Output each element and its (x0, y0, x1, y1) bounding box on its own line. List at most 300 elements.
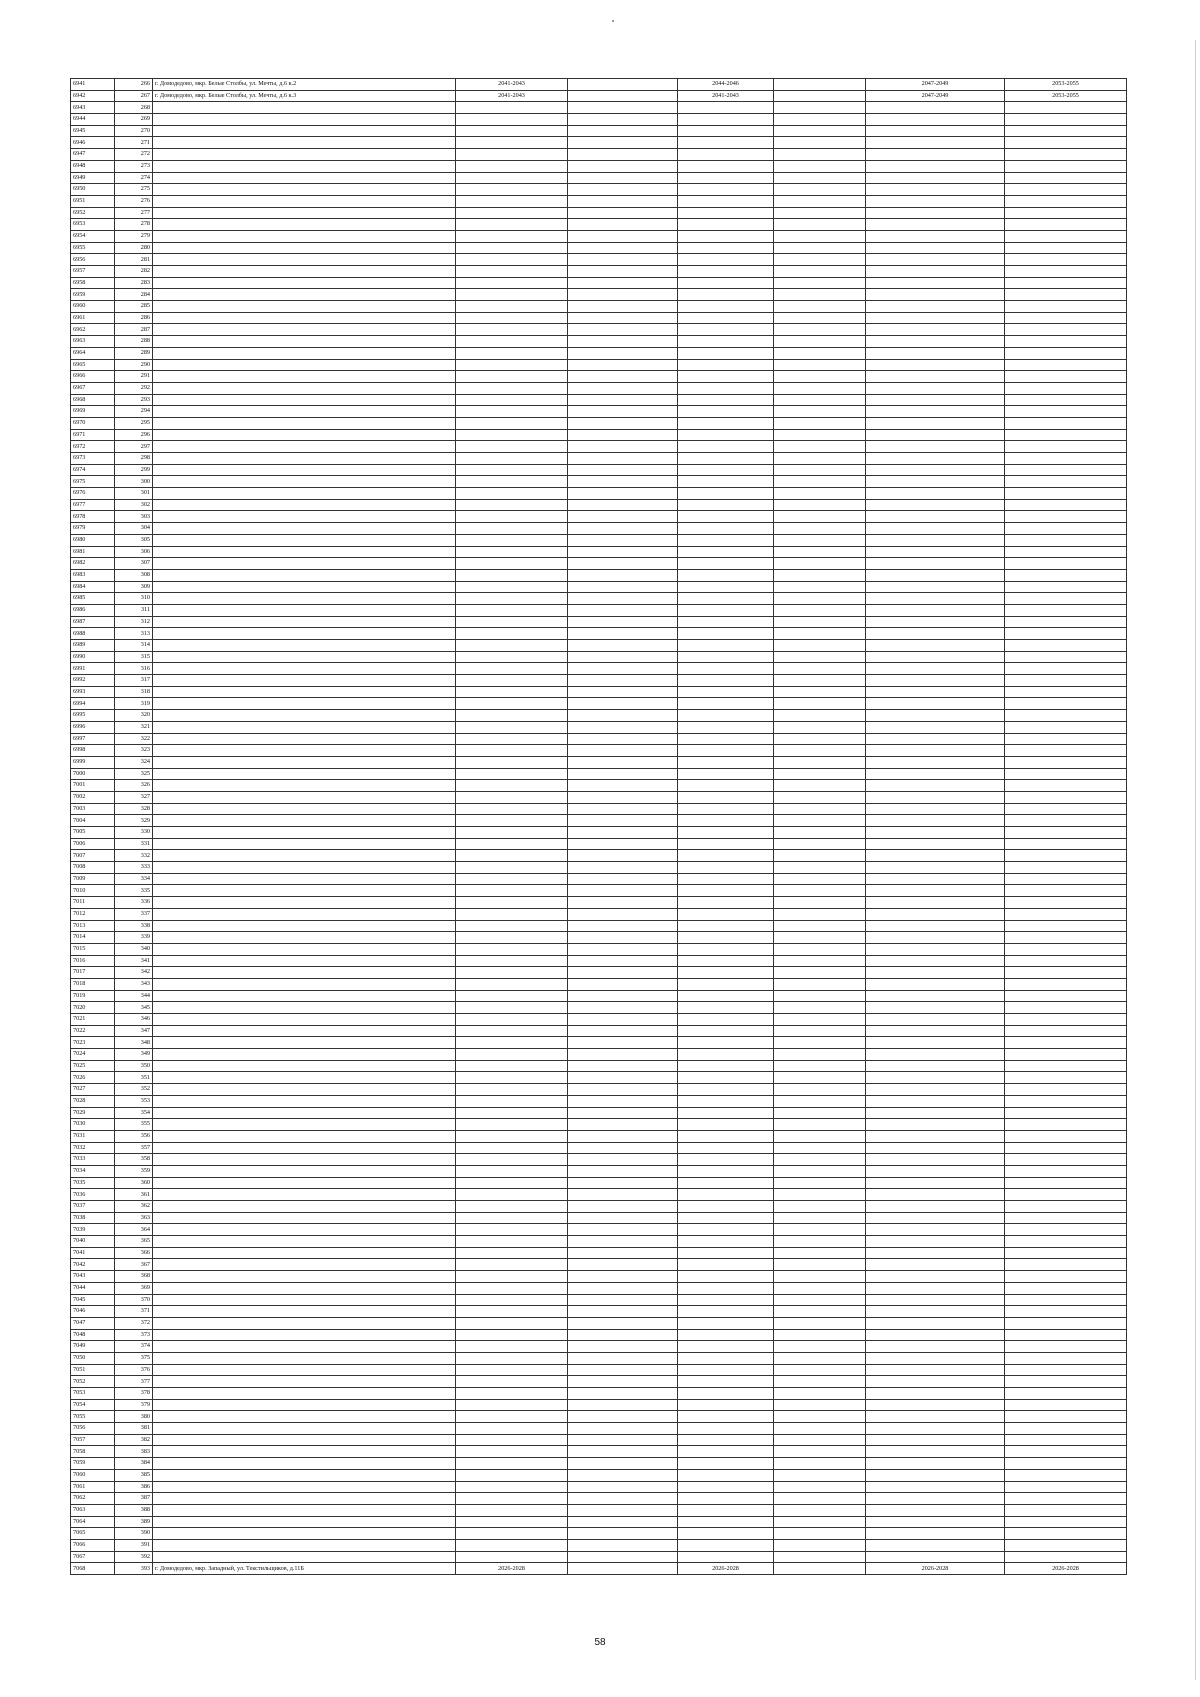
year-range-cell (456, 219, 568, 231)
year-range-cell (456, 745, 568, 757)
year-range-cell (774, 1423, 866, 1435)
table-row (71, 1201, 1127, 1213)
year-range-cell (866, 640, 1005, 652)
row-number-cell: 368 (115, 1271, 153, 1283)
year-range-cell (456, 990, 568, 1002)
year-range-cell (456, 1458, 568, 1470)
table-row (71, 406, 1127, 418)
year-range-cell (1005, 1329, 1127, 1341)
year-range-cell (1005, 219, 1127, 231)
table-row (71, 219, 1127, 231)
year-range-cell (456, 686, 568, 698)
scan-edge-line (1195, 40, 1196, 1680)
year-range-cell (456, 698, 568, 710)
year-range-cell (1005, 230, 1127, 242)
year-range-cell (866, 1154, 1005, 1166)
year-range-cell (866, 417, 1005, 429)
row-number-cell: 316 (115, 663, 153, 675)
table-row (71, 149, 1127, 161)
table-row (71, 1434, 1127, 1446)
year-range-cell (866, 1224, 1005, 1236)
year-range-cell (568, 1469, 678, 1481)
year-range-cell (456, 184, 568, 196)
year-range-cell (1005, 1551, 1127, 1563)
row-id-cell: 7019 (71, 990, 115, 1002)
year-range-cell (678, 1025, 774, 1037)
row-number-cell: 341 (115, 955, 153, 967)
row-id-cell: 6974 (71, 464, 115, 476)
address-cell (153, 733, 456, 745)
table-row (71, 230, 1127, 242)
year-range-cell (866, 277, 1005, 289)
year-range-cell (568, 791, 678, 803)
year-range-cell (1005, 1481, 1127, 1493)
year-range-cell (568, 581, 678, 593)
year-range-cell (866, 1481, 1005, 1493)
table-row (71, 371, 1127, 383)
address-cell (153, 1119, 456, 1131)
table-row (71, 1037, 1127, 1049)
year-range-cell (866, 499, 1005, 511)
year-range-cell (568, 499, 678, 511)
address-cell (153, 1282, 456, 1294)
year-range-cell (678, 733, 774, 745)
row-id-cell: 6942 (71, 90, 115, 102)
year-range-cell (774, 137, 866, 149)
address-cell (153, 1037, 456, 1049)
year-range-cell (866, 546, 1005, 558)
row-id-cell: 7036 (71, 1189, 115, 1201)
year-range-cell (866, 137, 1005, 149)
table-row (71, 745, 1127, 757)
year-range-cell (774, 628, 866, 640)
year-range-cell (774, 1236, 866, 1248)
row-id-cell: 6955 (71, 242, 115, 254)
address-cell (153, 453, 456, 465)
year-range-cell (678, 312, 774, 324)
year-range-cell (568, 464, 678, 476)
year-range-cell (678, 324, 774, 336)
row-id-cell: 6996 (71, 721, 115, 733)
year-range-cell (774, 604, 866, 616)
year-range-cell (774, 1259, 866, 1271)
table-row (71, 312, 1127, 324)
year-range-cell (568, 850, 678, 862)
year-range-cell (774, 885, 866, 897)
table-body (71, 79, 1127, 1575)
year-range-cell (456, 862, 568, 874)
year-range-cell (456, 1481, 568, 1493)
year-range-cell (866, 382, 1005, 394)
year-range-cell (456, 230, 568, 242)
year-range-cell (1005, 242, 1127, 254)
year-range-cell (456, 476, 568, 488)
year-range-cell (678, 301, 774, 313)
row-number-cell: 382 (115, 1434, 153, 1446)
year-range-cell (568, 780, 678, 792)
row-id-cell: 7009 (71, 873, 115, 885)
year-range-cell (678, 815, 774, 827)
year-range-cell (456, 312, 568, 324)
year-range-cell (456, 604, 568, 616)
row-id-cell: 6960 (71, 301, 115, 313)
year-range-cell (866, 195, 1005, 207)
year-range-cell (866, 1364, 1005, 1376)
year-range-cell (568, 873, 678, 885)
table-row (71, 885, 1127, 897)
year-range-cell (568, 593, 678, 605)
year-range-cell (678, 160, 774, 172)
year-range-cell (1005, 172, 1127, 184)
row-id-cell: 7039 (71, 1224, 115, 1236)
row-id-cell: 6982 (71, 558, 115, 570)
year-range-cell (456, 1154, 568, 1166)
year-range-cell (774, 1563, 866, 1575)
year-range-cell (678, 172, 774, 184)
year-range-cell (866, 897, 1005, 909)
year-range-cell (1005, 1119, 1127, 1131)
year-range-cell (568, 815, 678, 827)
row-number-cell: 364 (115, 1224, 153, 1236)
row-number-cell: 310 (115, 593, 153, 605)
year-range-cell (678, 908, 774, 920)
year-range-cell (774, 476, 866, 488)
year-range-cell (866, 1306, 1005, 1318)
row-number-cell: 304 (115, 523, 153, 535)
year-range-cell (678, 1212, 774, 1224)
year-range-cell (568, 1329, 678, 1341)
year-range-cell (866, 1271, 1005, 1283)
year-range-cell (456, 640, 568, 652)
year-range-cell: 2041-2043 (678, 90, 774, 102)
row-number-cell: 333 (115, 862, 153, 874)
row-id-cell: 7040 (71, 1236, 115, 1248)
row-id-cell: 7066 (71, 1539, 115, 1551)
year-range-cell (774, 1025, 866, 1037)
year-range-cell (866, 1119, 1005, 1131)
table-row (71, 978, 1127, 990)
year-range-cell (774, 149, 866, 161)
address-cell (153, 137, 456, 149)
year-range-cell (774, 1306, 866, 1318)
address-cell (153, 1481, 456, 1493)
table-row (71, 1528, 1127, 1540)
row-number-cell: 285 (115, 301, 153, 313)
row-number-cell: 392 (115, 1551, 153, 1563)
year-range-cell (456, 324, 568, 336)
row-number-cell: 266 (115, 79, 153, 91)
year-range-cell (678, 359, 774, 371)
row-id-cell: 6975 (71, 476, 115, 488)
table-row (71, 710, 1127, 722)
address-cell (153, 1446, 456, 1458)
year-range-cell (774, 336, 866, 348)
year-range-cell (456, 1528, 568, 1540)
year-range-cell (774, 371, 866, 383)
year-range-cell (866, 242, 1005, 254)
year-range-cell (678, 277, 774, 289)
row-number-cell: 275 (115, 184, 153, 196)
address-cell (153, 242, 456, 254)
address-cell (153, 1212, 456, 1224)
row-id-cell: 6990 (71, 651, 115, 663)
row-number-cell: 273 (115, 160, 153, 172)
year-range-cell (678, 347, 774, 359)
year-range-cell (866, 359, 1005, 371)
year-range-cell (774, 1130, 866, 1142)
year-range-cell (568, 1434, 678, 1446)
address-cell (153, 301, 456, 313)
year-range-cell (456, 254, 568, 266)
year-range-cell (678, 534, 774, 546)
row-number-cell: 305 (115, 534, 153, 546)
row-number-cell: 322 (115, 733, 153, 745)
year-range-cell (774, 1224, 866, 1236)
year-range-cell (866, 838, 1005, 850)
year-range-cell (774, 955, 866, 967)
address-cell (153, 1388, 456, 1400)
year-range-cell (774, 1399, 866, 1411)
year-range-cell (1005, 1364, 1127, 1376)
row-number-cell: 388 (115, 1504, 153, 1516)
year-range-cell (774, 827, 866, 839)
year-range-cell (456, 172, 568, 184)
table-row (71, 453, 1127, 465)
year-range-cell (1005, 558, 1127, 570)
year-range-cell (774, 1177, 866, 1189)
year-range-cell (1005, 955, 1127, 967)
row-number-cell: 300 (115, 476, 153, 488)
address-cell (153, 686, 456, 698)
table-row (71, 1539, 1127, 1551)
row-number-cell: 270 (115, 125, 153, 137)
year-range-cell (456, 1469, 568, 1481)
year-range-cell (456, 581, 568, 593)
year-range-cell (568, 1376, 678, 1388)
year-range-cell (456, 195, 568, 207)
year-range-cell (678, 850, 774, 862)
year-range-cell (568, 1049, 678, 1061)
row-id-cell: 7005 (71, 827, 115, 839)
address-cell (153, 160, 456, 172)
year-range-cell (1005, 1294, 1127, 1306)
year-range-cell (1005, 791, 1127, 803)
year-range-cell (568, 406, 678, 418)
year-range-cell (866, 569, 1005, 581)
table-row (71, 394, 1127, 406)
table-row (71, 289, 1127, 301)
page-number: 58 (594, 1637, 606, 1648)
address-cell (153, 1014, 456, 1026)
address-cell (153, 1154, 456, 1166)
year-range-cell (678, 1037, 774, 1049)
row-number-cell: 346 (115, 1014, 153, 1026)
year-range-cell (568, 768, 678, 780)
year-range-cell (678, 1201, 774, 1213)
year-range-cell (568, 359, 678, 371)
year-range-cell (774, 195, 866, 207)
row-number-cell: 360 (115, 1177, 153, 1189)
year-range-cell (678, 1551, 774, 1563)
row-id-cell: 6966 (71, 371, 115, 383)
year-range-cell (866, 756, 1005, 768)
address-cell (153, 990, 456, 1002)
year-range-cell (1005, 195, 1127, 207)
year-range-cell (866, 1025, 1005, 1037)
year-range-cell (678, 1388, 774, 1400)
address-cell (153, 394, 456, 406)
year-range-cell (678, 546, 774, 558)
address-cell (153, 114, 456, 126)
year-range-cell (1005, 978, 1127, 990)
year-range-cell (866, 721, 1005, 733)
address-cell (153, 406, 456, 418)
table-row (71, 1411, 1127, 1423)
year-range-cell (1005, 406, 1127, 418)
year-range-cell (456, 920, 568, 932)
year-range-cell (568, 1247, 678, 1259)
year-range-cell (568, 628, 678, 640)
address-cell (153, 1539, 456, 1551)
year-range-cell (1005, 324, 1127, 336)
year-range-cell (568, 1563, 678, 1575)
table-row (71, 628, 1127, 640)
row-id-cell: 6963 (71, 336, 115, 348)
row-number-cell: 276 (115, 195, 153, 207)
year-range-cell (774, 1528, 866, 1540)
year-range-cell (774, 546, 866, 558)
year-range-cell (774, 1317, 866, 1329)
year-range-cell (774, 1411, 866, 1423)
table-row (71, 1516, 1127, 1528)
year-range-cell (866, 523, 1005, 535)
year-range-cell (1005, 149, 1127, 161)
row-number-cell: 348 (115, 1037, 153, 1049)
year-range-cell (866, 827, 1005, 839)
year-range-cell: 2053-2055 (1005, 79, 1127, 91)
year-range-cell (774, 1469, 866, 1481)
row-id-cell: 6994 (71, 698, 115, 710)
year-range-cell (456, 125, 568, 137)
year-range-cell (866, 534, 1005, 546)
year-range-cell (866, 745, 1005, 757)
year-range-cell (568, 569, 678, 581)
row-id-cell: 7058 (71, 1446, 115, 1458)
year-range-cell (678, 1142, 774, 1154)
year-range-cell (568, 932, 678, 944)
year-range-cell (568, 686, 678, 698)
row-number-cell: 373 (115, 1329, 153, 1341)
year-range-cell (866, 768, 1005, 780)
year-range-cell (568, 1212, 678, 1224)
year-range-cell (774, 441, 866, 453)
row-id-cell: 6959 (71, 289, 115, 301)
table-row (71, 79, 1127, 91)
year-range-cell (1005, 1014, 1127, 1026)
year-range-cell (678, 558, 774, 570)
year-range-cell (1005, 1049, 1127, 1061)
year-range-cell (1005, 1341, 1127, 1353)
year-range-cell (568, 149, 678, 161)
row-number-cell: 359 (115, 1165, 153, 1177)
row-id-cell: 7015 (71, 943, 115, 955)
year-range-cell (774, 1539, 866, 1551)
year-range-cell (456, 242, 568, 254)
address-cell (153, 1095, 456, 1107)
year-range-cell (774, 324, 866, 336)
year-range-cell (774, 569, 866, 581)
year-range-cell (774, 1107, 866, 1119)
year-range-cell (866, 1107, 1005, 1119)
year-range-cell (678, 1224, 774, 1236)
year-range-cell (456, 160, 568, 172)
table-row (71, 336, 1127, 348)
address-cell (153, 417, 456, 429)
year-range-cell (1005, 745, 1127, 757)
year-range-cell (456, 1539, 568, 1551)
address-cell (153, 1504, 456, 1516)
row-id-cell: 7047 (71, 1317, 115, 1329)
year-range-cell (1005, 1259, 1127, 1271)
year-range-cell (456, 1072, 568, 1084)
year-range-cell (774, 359, 866, 371)
row-number-cell: 287 (115, 324, 153, 336)
address-cell (153, 955, 456, 967)
address-cell (153, 675, 456, 687)
year-range-cell (456, 499, 568, 511)
address-cell (153, 1002, 456, 1014)
year-range-cell (456, 347, 568, 359)
table-row (71, 990, 1127, 1002)
table-row (71, 347, 1127, 359)
year-range-cell (678, 838, 774, 850)
row-id-cell: 7037 (71, 1201, 115, 1213)
year-range-cell (1005, 114, 1127, 126)
year-range-cell (1005, 908, 1127, 920)
row-number-cell: 274 (115, 172, 153, 184)
year-range-cell (678, 698, 774, 710)
year-range-cell (678, 745, 774, 757)
year-range-cell (774, 1142, 866, 1154)
row-number-cell: 288 (115, 336, 153, 348)
year-range-cell (774, 756, 866, 768)
table-row (71, 897, 1127, 909)
year-range-cell (678, 1119, 774, 1131)
year-range-cell (774, 698, 866, 710)
year-range-cell (678, 499, 774, 511)
year-range-cell (568, 1224, 678, 1236)
address-cell (153, 873, 456, 885)
year-range-cell (456, 149, 568, 161)
year-range-cell (866, 1165, 1005, 1177)
year-range-cell (568, 651, 678, 663)
row-id-cell: 6954 (71, 230, 115, 242)
table-row (71, 301, 1127, 313)
year-range-cell (866, 254, 1005, 266)
year-range-cell (456, 1329, 568, 1341)
year-range-cell (456, 967, 568, 979)
year-range-cell (678, 616, 774, 628)
year-range-cell (866, 1014, 1005, 1026)
year-range-cell (774, 897, 866, 909)
table-row (71, 1177, 1127, 1189)
table-row (71, 324, 1127, 336)
address-cell (153, 534, 456, 546)
year-range-cell (774, 686, 866, 698)
year-range-cell (866, 850, 1005, 862)
year-range-cell (678, 1446, 774, 1458)
table-row (71, 640, 1127, 652)
